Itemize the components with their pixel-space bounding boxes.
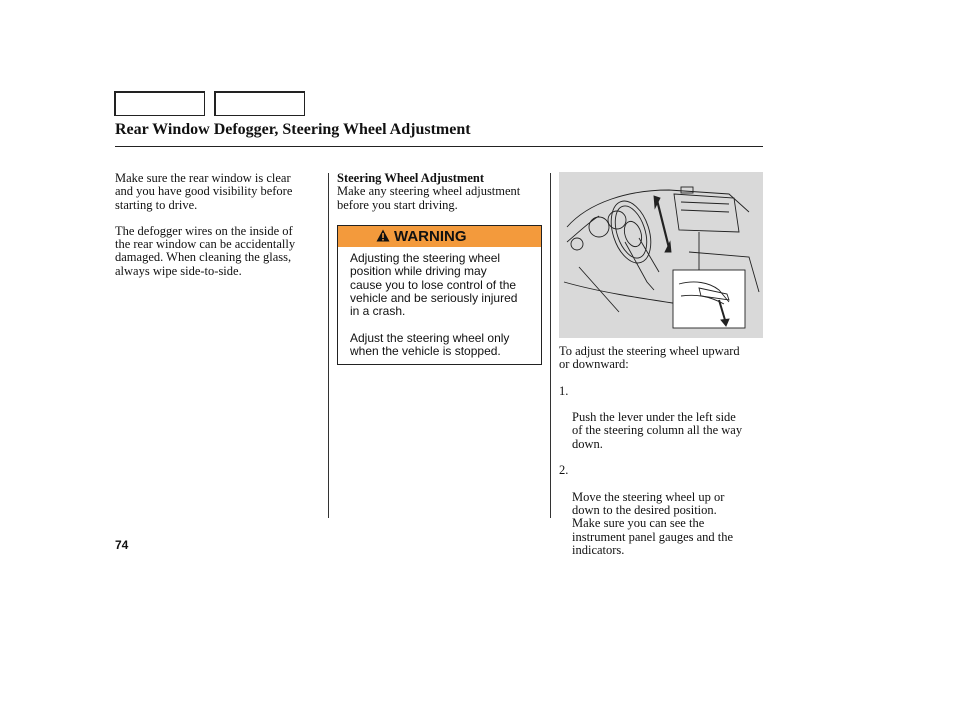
warning-text-primary: Adjusting the steering wheel position while driving may cause you to lose control of the vehicle and be seriously injured in a crash. <box>350 251 518 319</box>
step-text: Push the lever under the left side of the steering column all the way down. <box>572 410 743 451</box>
steering-intro-paragraph: Make any steering wheel adjustment before you start driving. <box>337 184 521 212</box>
warning-header-bar <box>338 226 541 247</box>
step-number: 2. <box>559 463 569 478</box>
adjustment-steps <box>559 345 769 557</box>
middle-column <box>337 172 547 212</box>
warning-triangle-icon <box>376 229 390 242</box>
defogger-visibility-paragraph: Make sure the rear window is clear and you have good visibility before starting to drive. <box>115 171 293 212</box>
steering-wheel-diagram-icon <box>559 172 763 338</box>
column-divider-left <box>328 173 329 518</box>
left-column <box>115 172 320 278</box>
warning-label <box>394 228 467 245</box>
nav-tab-index[interactable] <box>214 91 305 116</box>
column-divider-right <box>550 173 551 518</box>
warning-box <box>337 225 542 365</box>
step-item <box>559 464 769 557</box>
page-number: 74 <box>115 538 129 552</box>
steering-wheel-illustration <box>559 172 763 338</box>
steps-intro: To adjust the steering wheel upward or downward: <box>559 344 740 372</box>
step-item <box>559 385 769 451</box>
warning-label-text: WARNING <box>394 228 467 245</box>
step-text: Move the steering wheel up or down to the desired position. Make sure you can see the instrument panel gauges and the indicators. <box>572 489 734 557</box>
page-title: Rear Window Defogger, Steering Wheel Adjustment <box>115 121 471 138</box>
steering-section-heading: Steering Wheel Adjustment <box>337 171 484 185</box>
step-number: 1. <box>559 383 569 398</box>
warning-text-secondary: Adjust the steering wheel only when the vehicle is stopped. <box>350 331 510 359</box>
nav-tab-contents[interactable] <box>114 91 205 116</box>
defogger-wires-paragraph: The defogger wires on the inside of the rear window can be accidentally damaged. When cleaning the glass, always wipe side-to-side. <box>115 223 296 278</box>
title-divider <box>115 146 763 147</box>
